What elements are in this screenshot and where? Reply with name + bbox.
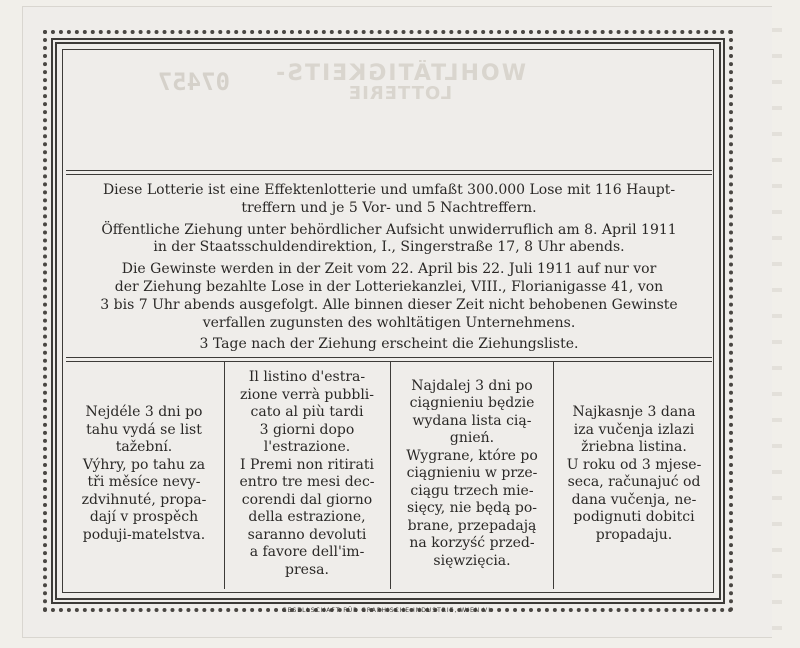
italian-line: I Premi non ritirati	[240, 456, 374, 473]
italian-line: corendi dal giorno	[241, 491, 373, 508]
italian-paragraph-prizes	[228, 457, 386, 580]
polish-line: ciągnieniu będzie	[409, 395, 535, 412]
column-divider	[224, 361, 225, 589]
german-line: 3 Tage nach der Ziehung erscheint die Ziehungsliste.	[199, 336, 579, 353]
german-line: Diese Lotterie ist eine Effektenlotterie und umfaßt 300.000 Lose mit 116 Haupt-	[102, 182, 676, 198]
italian-line: 3 giorni dopo	[259, 421, 355, 438]
german-line: verfallen zugunsten des wohltätigen Unternehmens.	[202, 314, 576, 331]
bleedthrough-title-line2: LOTTERIE	[347, 83, 453, 105]
german-line: treffern und je 5 Vor- und 5 Nachtreffern.	[241, 199, 537, 216]
italian-line: cato al più tardi	[250, 404, 364, 420]
polish-line: gnień.	[449, 430, 495, 447]
czech-paragraph-prizes	[68, 457, 220, 545]
italian-line: della estrazione,	[248, 509, 366, 525]
german-paragraph-drawing	[78, 222, 700, 258]
czech-line: Nejdéle 3 dni po	[85, 404, 203, 420]
polish-text-column	[394, 361, 550, 587]
slovene-text-column	[558, 361, 710, 587]
italian-paragraph-list	[228, 369, 386, 457]
italian-line: l'estrazione.	[263, 439, 351, 455]
czech-line: poduji-matelstva.	[82, 526, 206, 543]
german-line: Die Gewinste werden in der Zeit vom 22. April bis 22. Juli 1911 auf nur vor	[121, 261, 657, 278]
german-paragraph-lottery-info	[78, 182, 700, 218]
polish-line: sięwzięcia.	[433, 552, 511, 569]
slovene-paragraph-list	[558, 404, 710, 457]
slovene-line: Najkasnje 3 dana	[572, 404, 696, 420]
italian-line: entro tre mesi dec-	[239, 474, 375, 490]
german-line: in der Staatsschuldendirektion, I., Singerstraße 17, 8 Uhr abends.	[153, 239, 625, 256]
polish-line: ciągu trzech mie-	[410, 482, 534, 499]
italian-line: saranno devoluti	[247, 526, 367, 543]
polish-line: Wygrane, które po	[406, 447, 538, 464]
italian-line: presa.	[285, 561, 329, 578]
italian-line: zione verrà pubbli-	[240, 386, 374, 403]
polish-line: Najdalej 3 dni po	[411, 377, 533, 394]
slovene-line: propadaju.	[595, 526, 673, 543]
column-divider	[390, 361, 391, 589]
czech-text-column	[68, 361, 220, 587]
slovene-line: žriebna listina.	[581, 439, 687, 455]
slovene-line: podignuti dobitci	[573, 509, 695, 525]
polish-line: wydana lista cią-	[412, 412, 532, 429]
double-rule-top	[66, 170, 712, 175]
czech-line: Výhry, po tahu za	[82, 456, 206, 473]
bleedthrough-title-line1: WOHLTÄTIGKEITS-	[274, 61, 526, 86]
italian-line: a favore dell'im-	[249, 544, 365, 560]
slovene-line: dana vučenja, ne-	[571, 491, 697, 508]
german-line: 3 bis 7 Uhr abends ausgefolgt. Alle binnen dieser Zeit nicht behobenen Gewinste	[100, 296, 678, 313]
polish-paragraph-prizes	[394, 448, 550, 571]
polish-paragraph-list	[394, 378, 550, 448]
german-line: der Ziehung bezahlte Lose in der Lotteriekanzlei, VIII., Florianigasse 41, von	[114, 278, 664, 295]
polish-line: sięcy, nie będą po-	[406, 500, 538, 517]
polish-line: na korzyść przed-	[409, 535, 535, 552]
czech-line: dají v prospěch	[89, 509, 199, 525]
slovene-paragraph-prizes	[558, 457, 710, 545]
german-paragraph-list	[78, 336, 700, 354]
german-text-block	[78, 182, 700, 358]
german-paragraph-prizes	[78, 261, 700, 332]
german-line: Öffentliche Ziehung unter behördlicher Aufsicht unwiderruflich am 8. April 1911	[101, 221, 677, 238]
czech-line: tři měsíce nevy-	[87, 474, 201, 490]
czech-line: tahu vydá se list	[86, 421, 202, 438]
italian-text-column	[228, 361, 386, 587]
column-divider	[553, 361, 554, 589]
printer-imprint: GESELLSCHAFT FÜR GRAPHISCHE INDUSTRIE, WIEN VI.	[282, 607, 494, 614]
bleedthrough-title	[270, 62, 530, 142]
czech-line: zdvihnuté, propa-	[81, 491, 207, 508]
slovene-line: U roku od 3 mjese-	[566, 456, 702, 473]
slovene-line: seca, računajuć od	[567, 474, 701, 490]
czech-paragraph-list	[68, 404, 220, 457]
polish-line: brane, przepadają	[407, 517, 537, 534]
bleedthrough-serial-number: 07457	[157, 68, 230, 96]
slovene-line: iza vučenja izlazi	[573, 421, 695, 438]
italian-line: Il listino d'estra-	[248, 369, 366, 385]
polish-line: ciągnieniu w prze-	[406, 465, 538, 482]
czech-line: tažební.	[115, 439, 173, 455]
